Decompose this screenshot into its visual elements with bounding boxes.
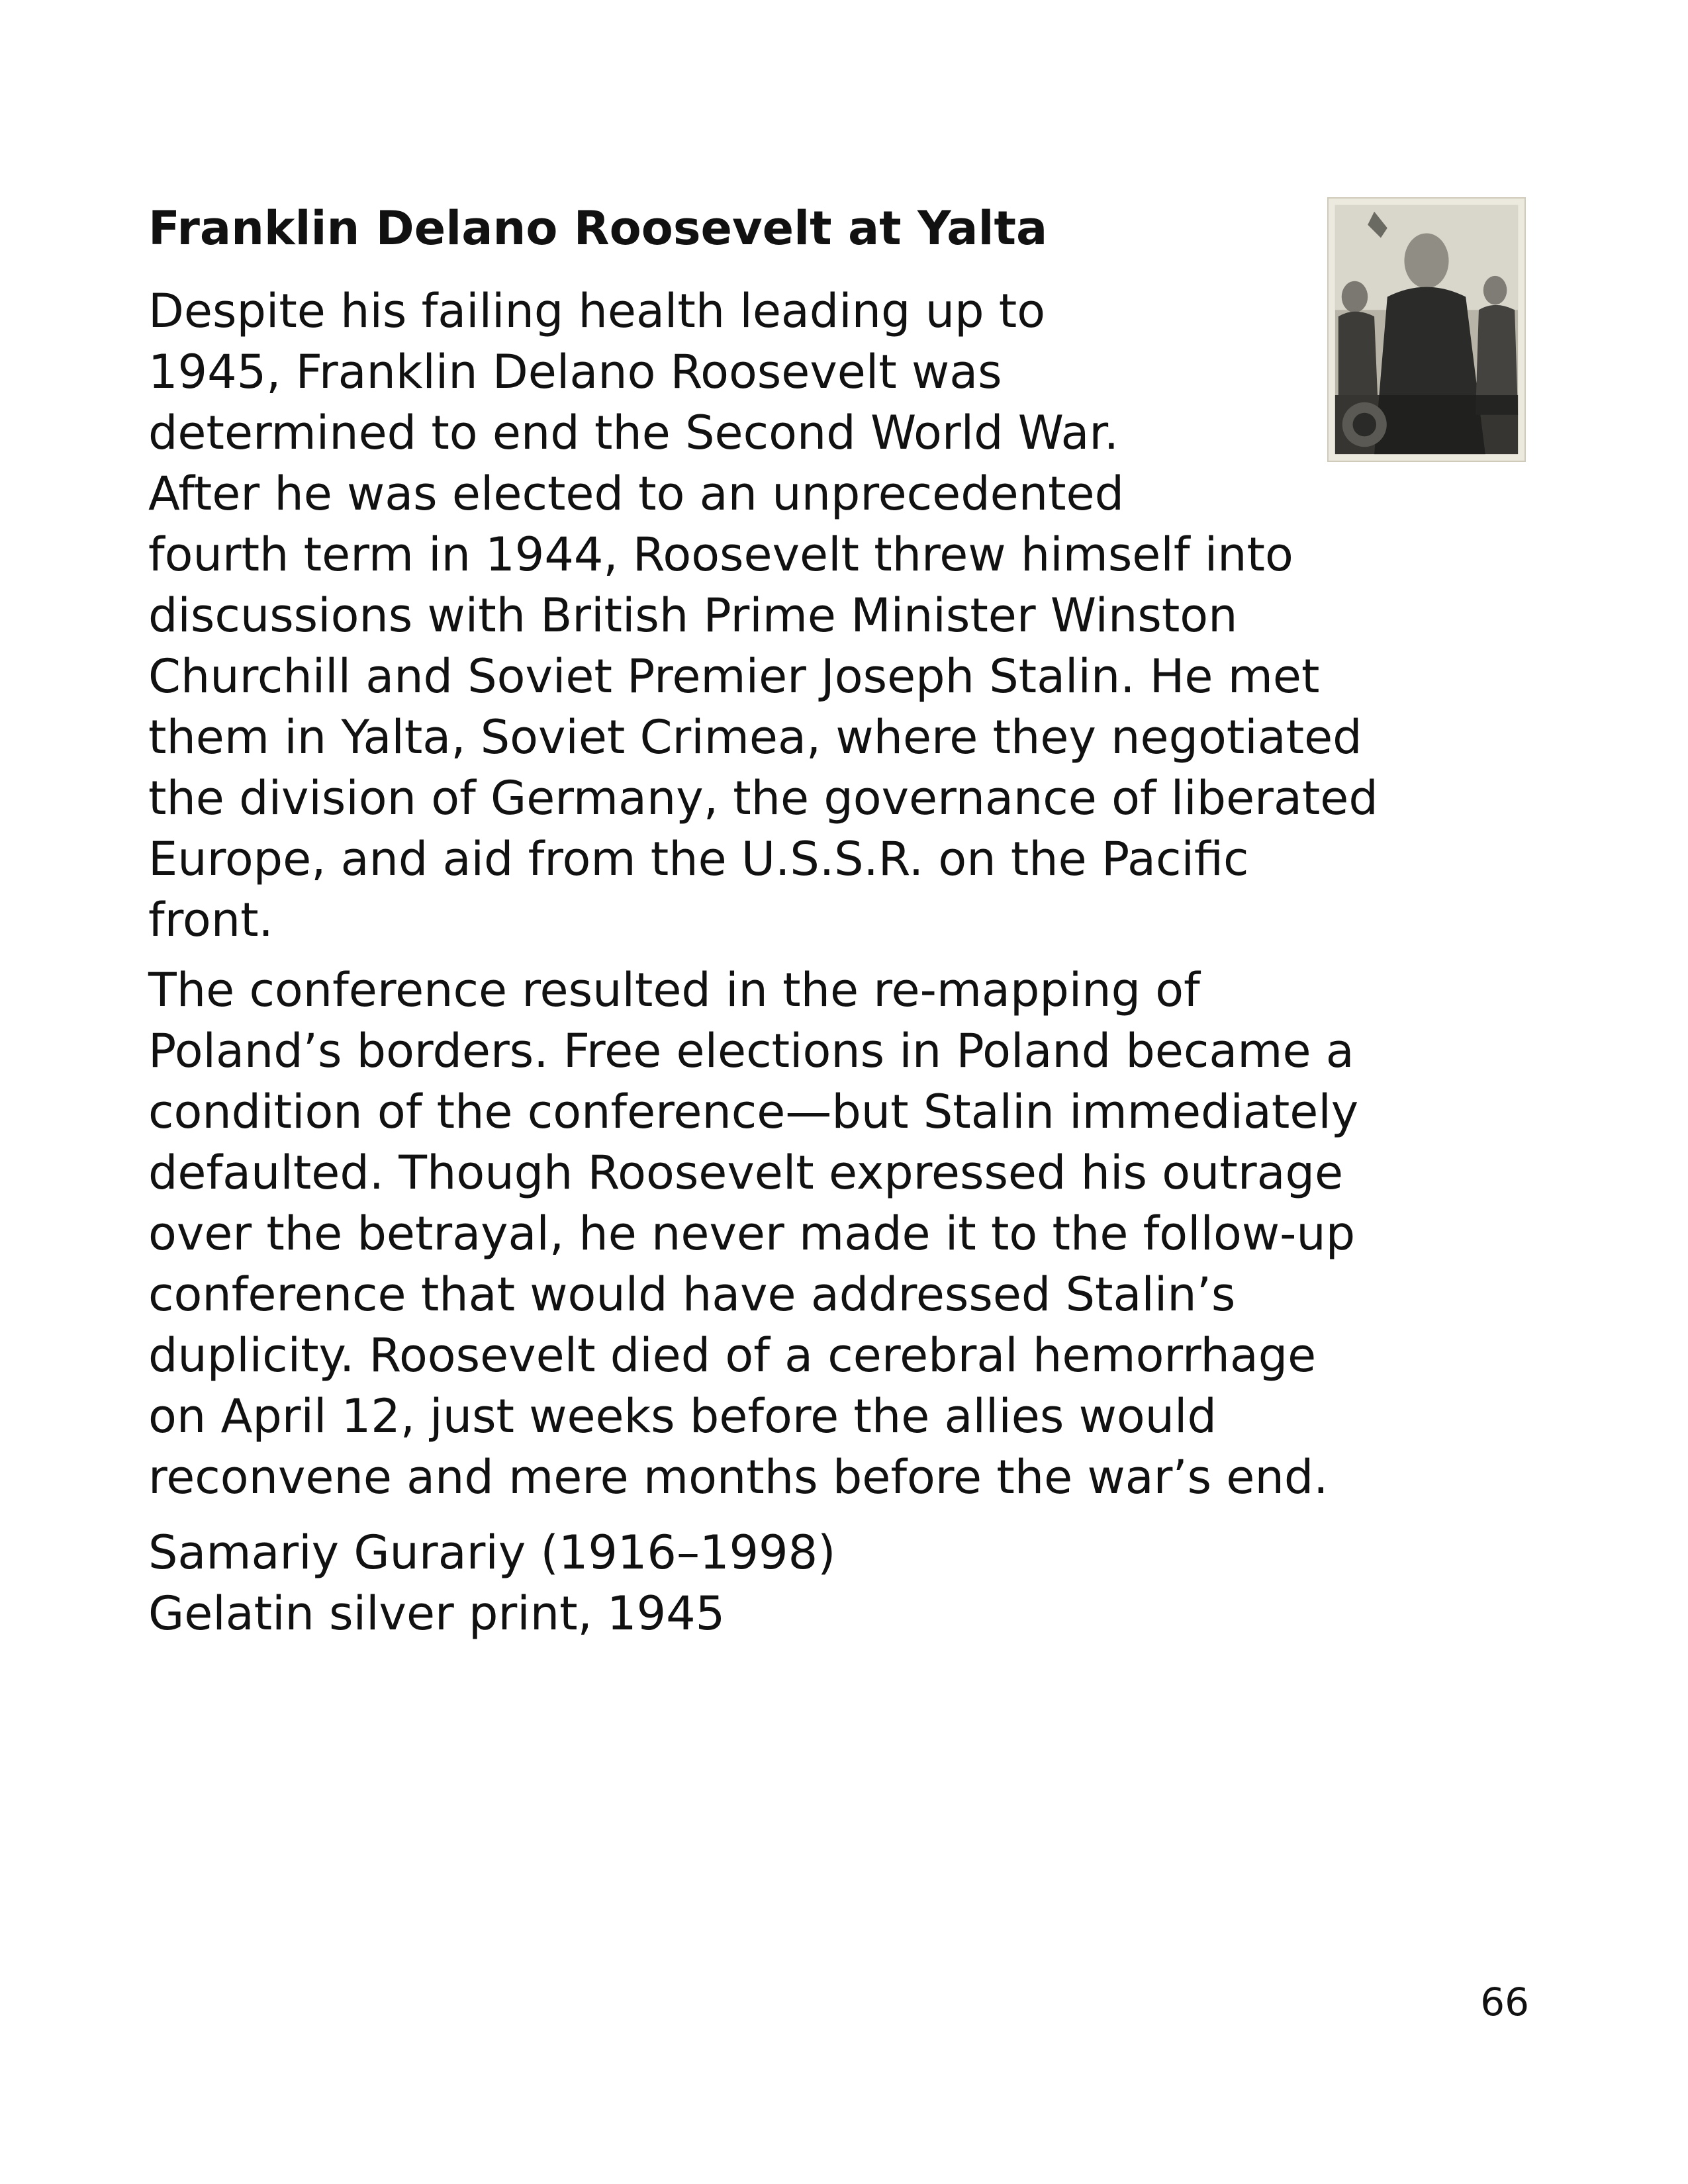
paragraph-line: on April 12, just weeks before the allies would bbox=[148, 1389, 1217, 1443]
paragraph-conference-outcome bbox=[148, 960, 1545, 1508]
paragraph-line: the division of Germany, the governance of liberated bbox=[148, 771, 1378, 825]
paragraph-line: condition of the conference—but Stalin immediately bbox=[148, 1085, 1359, 1139]
paragraph-line: defaulted. Though Roosevelt expressed his outrage bbox=[148, 1146, 1344, 1200]
paragraph-line: fourth term in 1944, Roosevelt threw himself into bbox=[148, 527, 1293, 582]
credit-artist: Samariy Gurariy (1916–1998) bbox=[148, 1525, 836, 1580]
page-title: Franklin Delano Roosevelt at Yalta bbox=[148, 201, 1048, 255]
paragraph-line: duplicity. Roosevelt died of a cerebral hemorrhage bbox=[148, 1328, 1317, 1383]
paragraph-line: 1945, Franklin Delano Roosevelt was bbox=[148, 345, 1002, 399]
paragraph-line: them in Yalta, Soviet Crimea, where they negotiated bbox=[148, 710, 1362, 764]
page-number: 66 bbox=[1480, 1979, 1529, 2025]
paragraph-line: determined to end the Second World War. bbox=[148, 406, 1119, 460]
credit-medium: Gelatin silver print, 1945 bbox=[148, 1586, 726, 1641]
paragraph-line: reconvene and mere months before the war’s end. bbox=[148, 1450, 1329, 1504]
paragraph-line: over the betrayal, he never made it to the follow-up bbox=[148, 1206, 1356, 1261]
paragraph-line: After he was elected to an unprecedented bbox=[148, 467, 1125, 521]
paragraph-line: front. bbox=[148, 893, 273, 947]
artwork-credit bbox=[148, 1522, 1545, 1644]
paragraph-yalta-intro bbox=[148, 281, 1545, 950]
paragraph-line: The conference resulted in the re-mapping of bbox=[148, 963, 1200, 1017]
paragraph-line: discussions with British Prime Minister Winston bbox=[148, 588, 1238, 643]
paragraph-line: conference that would have addressed Stalin’s bbox=[148, 1267, 1236, 1322]
paragraph-line: Churchill and Soviet Premier Joseph Stalin. He met bbox=[148, 649, 1320, 704]
paragraph-line: Europe, and aid from the U.S.S.R. on the Pacific bbox=[148, 832, 1249, 886]
paragraph-line: Poland’s borders. Free elections in Poland became a bbox=[148, 1024, 1354, 1078]
paragraph-line: Despite his failing health leading up to bbox=[148, 284, 1046, 338]
